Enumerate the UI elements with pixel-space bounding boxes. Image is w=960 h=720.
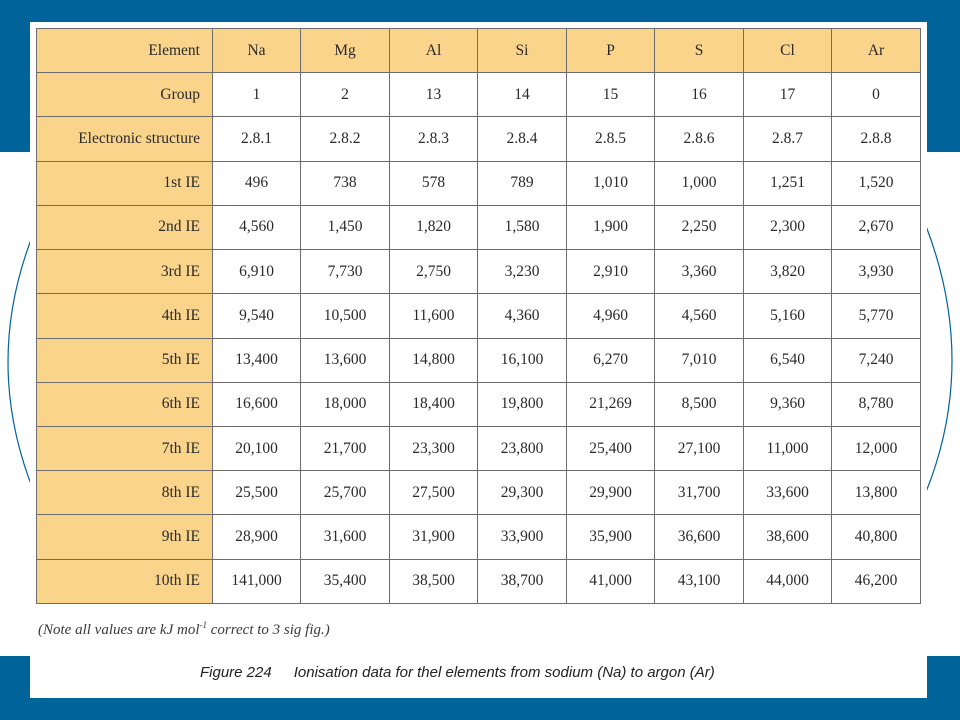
table-cell: 18,000 bbox=[301, 382, 390, 426]
table-cell: 18,400 bbox=[390, 382, 478, 426]
table-row bbox=[37, 294, 921, 338]
table-cell: 4,560 bbox=[655, 294, 744, 338]
table-cell: 496 bbox=[213, 161, 301, 205]
table-cell: 31,700 bbox=[655, 471, 744, 515]
table-cell: 16 bbox=[655, 73, 744, 117]
table-cell: 29,300 bbox=[478, 471, 567, 515]
table-cell: 8,500 bbox=[655, 382, 744, 426]
table-cell: 29,900 bbox=[567, 471, 655, 515]
ionisation-table bbox=[36, 28, 921, 604]
table-cell: 2.8.4 bbox=[478, 117, 567, 161]
table-cell: 23,800 bbox=[478, 426, 567, 470]
table-cell: 9,360 bbox=[744, 382, 832, 426]
row-label: Group bbox=[37, 73, 213, 117]
table-cell: 1,000 bbox=[655, 161, 744, 205]
table-cell: 1,520 bbox=[832, 161, 921, 205]
table-cell: 17 bbox=[744, 73, 832, 117]
table-cell: 44,000 bbox=[744, 559, 832, 603]
table-cell: 35,400 bbox=[301, 559, 390, 603]
table-cell: 8,780 bbox=[832, 382, 921, 426]
table-cell: 5,160 bbox=[744, 294, 832, 338]
units-note bbox=[38, 620, 330, 639]
table-cell: 35,900 bbox=[567, 515, 655, 559]
right-arc bbox=[926, 226, 952, 492]
table-cell: 3,930 bbox=[832, 250, 921, 294]
table-cell: 16,100 bbox=[478, 338, 567, 382]
table-cell: 6,540 bbox=[744, 338, 832, 382]
table-cell: 13,600 bbox=[301, 338, 390, 382]
figure-caption bbox=[200, 664, 715, 681]
table-cell: 6,270 bbox=[567, 338, 655, 382]
table-cell: 25,500 bbox=[213, 471, 301, 515]
row-label: 8th IE bbox=[37, 471, 213, 515]
row-label: 10th IE bbox=[37, 559, 213, 603]
row-label: 3rd IE bbox=[37, 250, 213, 294]
table-cell: 25,700 bbox=[301, 471, 390, 515]
slide-sheet bbox=[30, 22, 927, 698]
table-cell: 41,000 bbox=[567, 559, 655, 603]
table-cell: 38,600 bbox=[744, 515, 832, 559]
table-cell: 11,000 bbox=[744, 426, 832, 470]
table-cell: 16,600 bbox=[213, 382, 301, 426]
table-cell: 27,500 bbox=[390, 471, 478, 515]
table-cell: 7,240 bbox=[832, 338, 921, 382]
table-row bbox=[37, 515, 921, 559]
table-cell: 4,960 bbox=[567, 294, 655, 338]
table-cell: 19,800 bbox=[478, 382, 567, 426]
table-cell: 46,200 bbox=[832, 559, 921, 603]
table-row bbox=[37, 382, 921, 426]
table-cell: 738 bbox=[301, 161, 390, 205]
note-text-end: correct to 3 sig fig.) bbox=[206, 622, 330, 638]
row-label: 9th IE bbox=[37, 515, 213, 559]
table-cell: 578 bbox=[390, 161, 478, 205]
column-header: Ar bbox=[832, 29, 921, 73]
table-row bbox=[37, 161, 921, 205]
table-cell: 2.8.1 bbox=[213, 117, 301, 161]
column-header: Cl bbox=[744, 29, 832, 73]
table-cell: 1,900 bbox=[567, 205, 655, 249]
table-cell: 21,269 bbox=[567, 382, 655, 426]
table-cell: 31,600 bbox=[301, 515, 390, 559]
table-cell: 11,600 bbox=[390, 294, 478, 338]
table-cell: 40,800 bbox=[832, 515, 921, 559]
table-cell: 2.8.6 bbox=[655, 117, 744, 161]
table-cell: 12,000 bbox=[832, 426, 921, 470]
table-cell: 0 bbox=[832, 73, 921, 117]
note-superscript: -1 bbox=[199, 620, 207, 630]
table-cell: 33,900 bbox=[478, 515, 567, 559]
table-cell: 2,750 bbox=[390, 250, 478, 294]
table-cell: 14 bbox=[478, 73, 567, 117]
table-cell: 789 bbox=[478, 161, 567, 205]
table-cell: 38,500 bbox=[390, 559, 478, 603]
table-cell: 13,400 bbox=[213, 338, 301, 382]
table-cell: 28,900 bbox=[213, 515, 301, 559]
column-header-element: Element bbox=[37, 29, 213, 73]
table-cell: 15 bbox=[567, 73, 655, 117]
table-cell: 2.8.2 bbox=[301, 117, 390, 161]
table-cell: 2.8.5 bbox=[567, 117, 655, 161]
figure-caption-text: Ionisation data for thel elements from sodium (Na) to argon (Ar) bbox=[293, 664, 715, 681]
table-cell: 13 bbox=[390, 73, 478, 117]
column-header: Na bbox=[213, 29, 301, 73]
table-cell: 1,010 bbox=[567, 161, 655, 205]
row-label: 4th IE bbox=[37, 294, 213, 338]
row-label: Electronic structure bbox=[37, 117, 213, 161]
table-cell: 1,450 bbox=[301, 205, 390, 249]
table-cell: 1,251 bbox=[744, 161, 832, 205]
row-label: 6th IE bbox=[37, 382, 213, 426]
table-cell: 23,300 bbox=[390, 426, 478, 470]
table-cell: 6,910 bbox=[213, 250, 301, 294]
table-cell: 141,000 bbox=[213, 559, 301, 603]
table-cell: 20,100 bbox=[213, 426, 301, 470]
table-cell: 33,600 bbox=[744, 471, 832, 515]
table-cell: 1 bbox=[213, 73, 301, 117]
table-cell: 1,820 bbox=[390, 205, 478, 249]
table-row bbox=[37, 338, 921, 382]
table-cell: 43,100 bbox=[655, 559, 744, 603]
table-cell: 13,800 bbox=[832, 471, 921, 515]
column-header: S bbox=[655, 29, 744, 73]
table-cell: 2 bbox=[301, 73, 390, 117]
table-row bbox=[37, 73, 921, 117]
table-cell: 7,730 bbox=[301, 250, 390, 294]
table-cell: 2.8.3 bbox=[390, 117, 478, 161]
table-cell: 2,910 bbox=[567, 250, 655, 294]
table-cell: 38,700 bbox=[478, 559, 567, 603]
table-cell: 3,360 bbox=[655, 250, 744, 294]
table-row bbox=[37, 205, 921, 249]
table-cell: 27,100 bbox=[655, 426, 744, 470]
table-cell: 2.8.7 bbox=[744, 117, 832, 161]
table-cell: 4,560 bbox=[213, 205, 301, 249]
table-cell: 25,400 bbox=[567, 426, 655, 470]
table-cell: 3,820 bbox=[744, 250, 832, 294]
row-label: 1st IE bbox=[37, 161, 213, 205]
table-cell: 21,700 bbox=[301, 426, 390, 470]
table-row bbox=[37, 250, 921, 294]
table-row bbox=[37, 117, 921, 161]
table-cell: 7,010 bbox=[655, 338, 744, 382]
table-header-row bbox=[37, 29, 921, 73]
table-cell: 31,900 bbox=[390, 515, 478, 559]
column-header: Mg bbox=[301, 29, 390, 73]
table-cell: 5,770 bbox=[832, 294, 921, 338]
table-cell: 2,250 bbox=[655, 205, 744, 249]
table-row bbox=[37, 559, 921, 603]
row-label: 7th IE bbox=[37, 426, 213, 470]
table-cell: 36,600 bbox=[655, 515, 744, 559]
table-cell: 3,230 bbox=[478, 250, 567, 294]
table-cell: 2,300 bbox=[744, 205, 832, 249]
row-label: 5th IE bbox=[37, 338, 213, 382]
table-row bbox=[37, 426, 921, 470]
row-label: 2nd IE bbox=[37, 205, 213, 249]
table-cell: 9,540 bbox=[213, 294, 301, 338]
note-text-start: (Note all values are kJ mol bbox=[38, 622, 200, 638]
column-header: Al bbox=[390, 29, 478, 73]
table-cell: 4,360 bbox=[478, 294, 567, 338]
figure-number: Figure 224 bbox=[200, 664, 272, 681]
table-cell: 1,580 bbox=[478, 205, 567, 249]
column-header: Si bbox=[478, 29, 567, 73]
table-row bbox=[37, 471, 921, 515]
column-header: P bbox=[567, 29, 655, 73]
table-cell: 2,670 bbox=[832, 205, 921, 249]
table-cell: 2.8.8 bbox=[832, 117, 921, 161]
table-cell: 10,500 bbox=[301, 294, 390, 338]
table-cell: 14,800 bbox=[390, 338, 478, 382]
